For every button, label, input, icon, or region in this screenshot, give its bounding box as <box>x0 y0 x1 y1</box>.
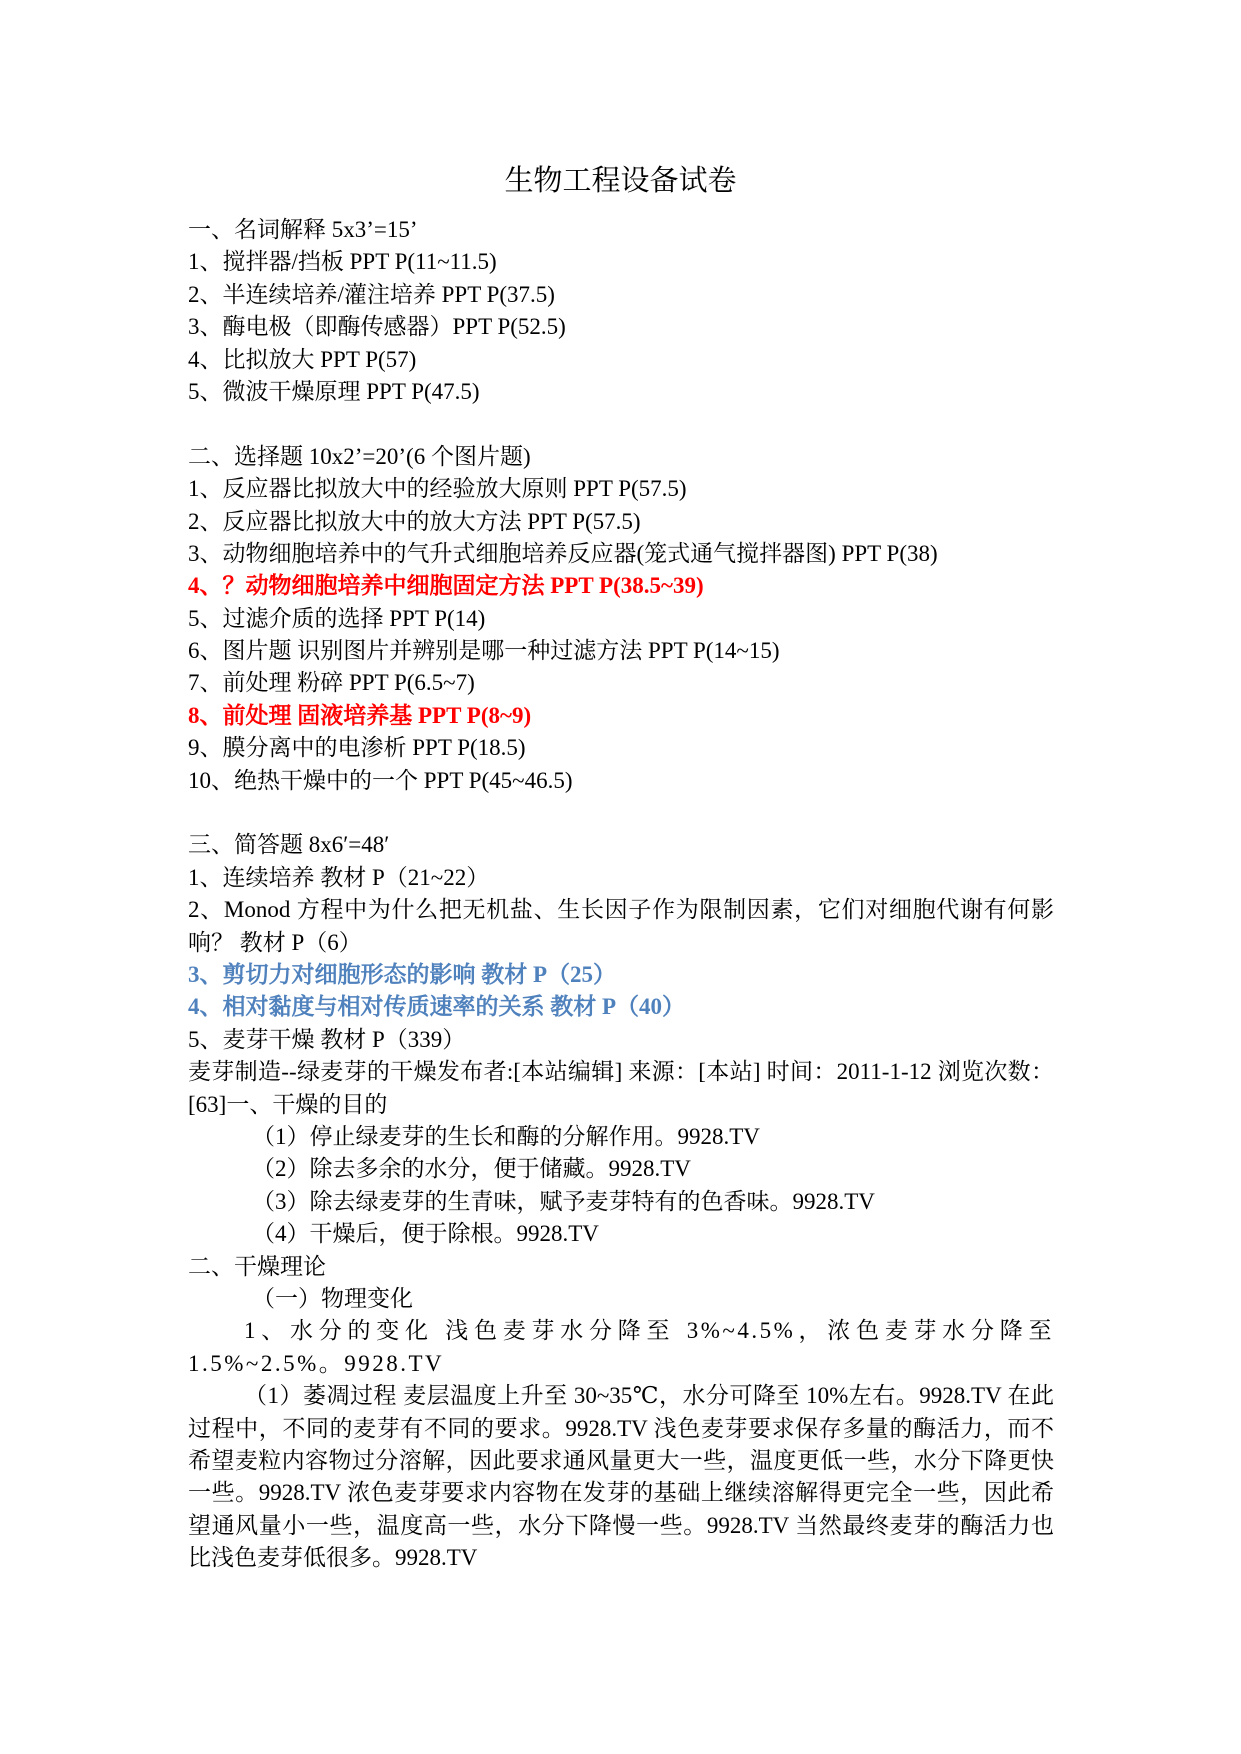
section-1-item: 1、搅拌器/挡板 PPT P(11~11.5) <box>188 249 497 275</box>
section-2-item: 9、膜分离中的电渗析 PPT P(18.5) <box>188 735 526 761</box>
section-3-item: 5、麦芽干燥 教材 P（339） <box>188 1026 466 1052</box>
section-3-item: 2、Monod 方程中为什么把无机盐、生长因子作为限制因素，它们对细胞代谢有何影响？ 教材 P（6） <box>188 897 1054 955</box>
drying-purpose-item: （2）除去多余的水分，便于储藏。9928.TV <box>252 1156 691 1182</box>
section-3-item-highlighted: 3、剪切力对细胞形态的影响 教材 P（25） <box>188 962 617 988</box>
section-3-heading: 三、简答题 8x6′=48′ <box>188 832 390 858</box>
section-2-item: 5、过滤介质的选择 PPT P(14) <box>188 605 486 631</box>
section-2-item: 10、绝热干燥中的一个 PPT P(45~46.5) <box>188 767 573 793</box>
drying-theory-heading: 二、干燥理论 <box>188 1253 326 1279</box>
spacer <box>188 797 1054 829</box>
drying-purpose-item: （1）停止绿麦芽的生长和酶的分解作用。9928.TV <box>252 1124 760 1149</box>
section-3-item-highlighted: 4、相对黏度与相对传质速率的关系 教材 P（40） <box>188 994 686 1020</box>
section-3-item: 1、连续培养 教材 P（21~22） <box>188 864 490 890</box>
section-1-item: 5、微波干燥原理 PPT P(47.5) <box>188 378 480 404</box>
page-title: 生物工程设备试卷 <box>504 165 737 197</box>
section-2-item: 1、反应器比拟放大中的经验放大原则 PPT P(57.5) <box>188 476 687 502</box>
section-1-heading: 一、名词解释 5x3’=15’ <box>188 217 418 242</box>
water-change-paragraph: 1、水分的变化 浅色麦芽水分降至 3%~4.5%，浓色麦芽水分降至 1.5%~2.5%。9928.TV <box>188 1318 1054 1376</box>
spacer <box>188 408 1054 440</box>
section-2-item: 7、前处理 粉碎 PPT P(6.5~7) <box>188 670 475 696</box>
section-2-item: 3、动物细胞培养中的气升式细胞培养反应器(笼式通气搅拌器图) PPT P(38) <box>188 540 938 566</box>
wither-process-paragraph: （1）萎凋过程 麦层温度上升至 30~35℃，水分可降至 10%左右。9928.TV 在此过程中，不同的麦芽有不同的要求。9928.TV 浅色麦芽要求保存多量的酶活力，而不希望麦粒内容物过分溶解，因此要求通风量更大一些，温度更低一些，水分下降更快一些。9928.TV 浓色麦芽要求内容物在发芽的基础上继续溶解得更完全一些，因此希望通风量小一些，温度高一些，水分下降慢一些。9928.TV 当然最终麦芽的酶活力也比浅色麦芽低很多。9928.TV <box>188 1383 1054 1571</box>
section-1-item: 3、酶电极（即酶传感器）PPT P(52.5) <box>188 314 566 340</box>
drying-purpose-item: （4）干燥后，便于除根。9928.TV <box>252 1221 599 1247</box>
document-body <box>188 214 1054 1575</box>
section-2-item-highlighted: 8、前处理 固液培养基 PPT P(8~9) <box>188 702 532 728</box>
physical-change-heading: （一）物理变化 <box>252 1285 413 1311</box>
section-2-heading: 二、选择题 10x2’=20’(6 个图片题) <box>188 443 531 469</box>
article-meta: 麦芽制造--绿麦芽的干燥发布者:[本站编辑] 来源：[本站] 时间：2011-1-12 浏览次数：[63]一、干燥的目的 <box>188 1059 1054 1117</box>
section-2-item: 2、反应器比拟放大中的放大方法 PPT P(57.5) <box>188 508 641 534</box>
section-1-item: 4、比拟放大 PPT P(57) <box>188 346 417 372</box>
section-2-item-highlighted: 4、？动物细胞培养中细胞固定方法 PPT P(38.5~39) <box>188 573 704 599</box>
section-1-item: 2、半连续培养/灌注培养 PPT P(37.5) <box>188 281 555 307</box>
drying-purpose-item: （3）除去绿麦芽的生青味，赋予麦芽特有的色香味。9928.TV <box>252 1188 875 1214</box>
section-2-item: 6、图片题 识别图片并辨别是哪一种过滤方法 PPT P(14~15) <box>188 638 780 664</box>
